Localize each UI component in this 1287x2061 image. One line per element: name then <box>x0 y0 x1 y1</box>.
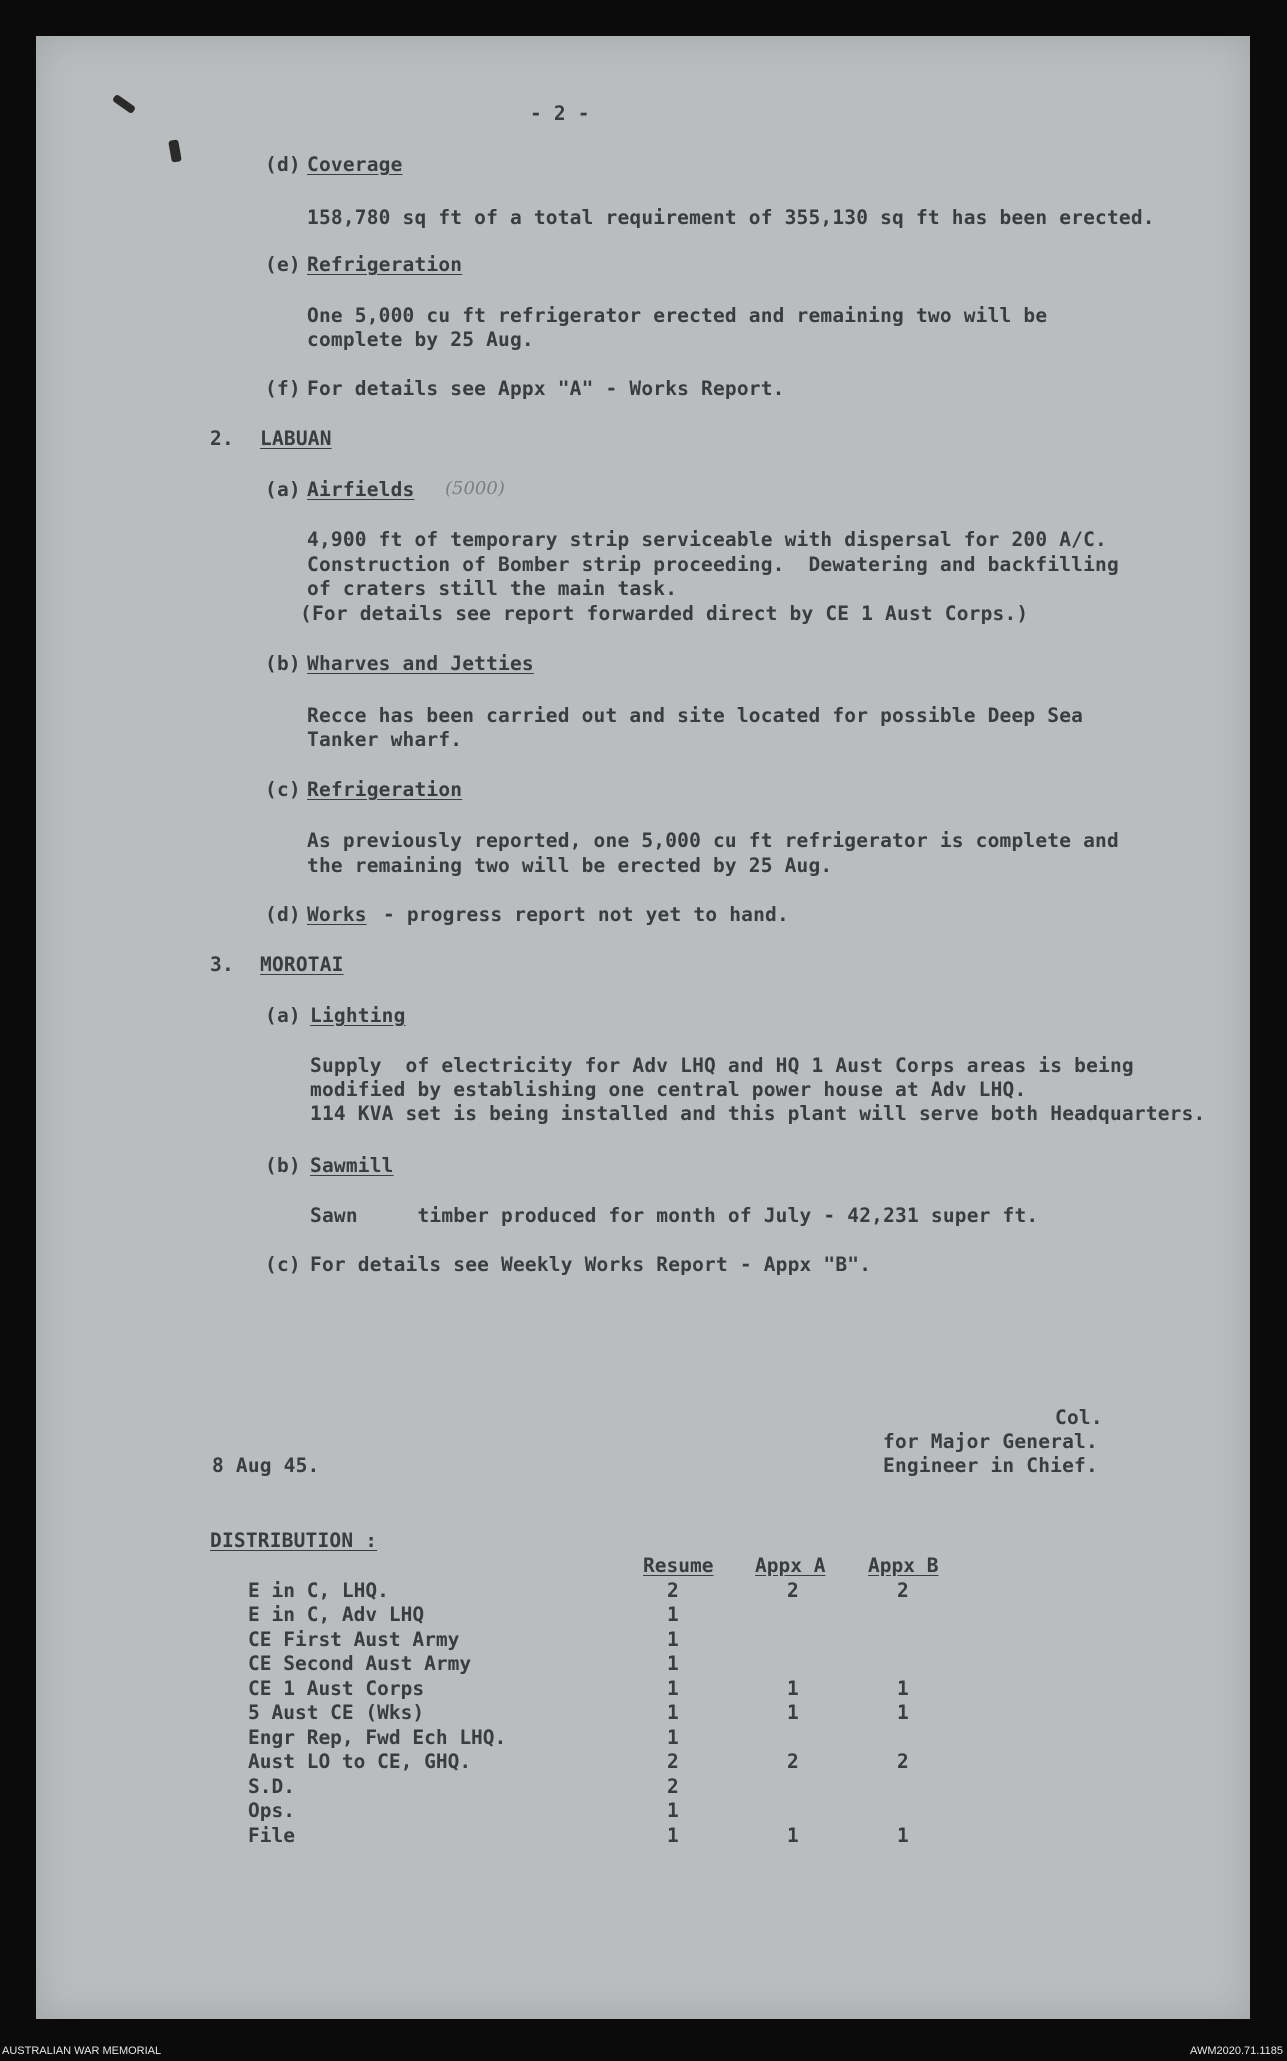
document-date: 8 Aug 45. <box>212 1454 320 1477</box>
appx-a-count <box>755 1726 868 1751</box>
item-text: 114 KVA set is being installed and this plant will serve both Headquarters. <box>310 1102 1206 1125</box>
appx-a-count <box>755 1775 868 1800</box>
item-heading: Airfields <box>307 478 415 501</box>
table-row <box>248 1824 968 1849</box>
item-label: (a) <box>265 1004 301 1027</box>
appx-b-count <box>868 1652 968 1677</box>
item-label: (b) <box>265 652 301 675</box>
recipient-name: Aust LO to CE, GHQ. <box>248 1750 472 1773</box>
section-number: 2. <box>210 427 234 450</box>
item-label: (e) <box>265 253 301 276</box>
recipient-name: Engr Rep, Fwd Ech LHQ. <box>248 1725 507 1749</box>
item-heading: Sawmill <box>310 1154 394 1177</box>
page-number: - 2 - <box>530 102 590 125</box>
footer-left: AUSTRALIAN WAR MEMORIAL <box>2 2045 162 2057</box>
table-row <box>248 1677 968 1702</box>
item-text: Supply of electricity for Adv LHQ and HQ 1 Aust Corps areas is being <box>310 1054 1134 1077</box>
section-title: LABUAN <box>260 427 332 450</box>
item-text: 158,780 sq ft of a total requirement of 355,130 sq ft has been erected. <box>307 206 1155 229</box>
column-header: Appx B <box>868 1554 939 1577</box>
table-row <box>248 1628 968 1653</box>
resume-count: 2 <box>667 1750 679 1773</box>
appx-b-count <box>868 1775 968 1800</box>
item-text: modified by establishing one central power house at Adv LHQ. <box>310 1078 1027 1101</box>
footer-right: AWM2020.71.1185 <box>1190 2045 1283 2057</box>
item-text: Tanker wharf. <box>307 728 463 751</box>
appx-b-count <box>868 1726 968 1751</box>
recipient-name: File <box>248 1823 295 1847</box>
signature-rank: Col. <box>1055 1406 1103 1429</box>
item-heading: Works <box>307 903 367 926</box>
recipient-name: Ops. <box>248 1799 295 1822</box>
resume-count: 1 <box>667 1603 679 1626</box>
table-row <box>248 1726 968 1751</box>
item-label: (d) <box>265 903 301 926</box>
table-header-row <box>248 1554 968 1579</box>
item-heading: Refrigeration <box>307 253 463 276</box>
recipient-name: CE 1 Aust Corps <box>248 1676 425 1700</box>
item-text: (For details see report forwarded direct by CE 1 Aust Corps.) <box>300 602 1029 625</box>
item-heading: Coverage <box>307 153 403 176</box>
appx-a-count <box>755 1628 868 1653</box>
item-label: (b) <box>265 1154 301 1177</box>
resume-count: 1 <box>667 1701 679 1724</box>
recipient-name: CE First Aust Army <box>248 1627 460 1651</box>
item-text: As previously reported, one 5,000 cu ft refrigerator is complete and <box>307 829 1119 852</box>
table-row <box>248 1750 968 1775</box>
item-heading: Refrigeration <box>307 778 463 801</box>
table-row <box>248 1652 968 1677</box>
table-row <box>248 1603 968 1628</box>
item-label: (c) <box>265 1253 301 1276</box>
item-label: (f) <box>265 377 301 400</box>
distribution-title: DISTRIBUTION : <box>210 1529 378 1552</box>
appx-a-count: 1 <box>787 1701 799 1724</box>
resume-count: 1 <box>667 1725 679 1749</box>
item-text: Recce has been carried out and site located for possible Deep Sea <box>307 704 1084 727</box>
appx-a-count: 1 <box>787 1676 799 1700</box>
resume-count: 1 <box>667 1799 679 1822</box>
appx-b-count: 2 <box>897 1750 909 1773</box>
table-row <box>248 1701 968 1726</box>
item-text: of craters still the main task. <box>307 577 678 600</box>
item-text: One 5,000 cu ft refrigerator erected and remaining two will be <box>307 304 1048 327</box>
item-label: (d) <box>265 153 301 176</box>
appx-b-count <box>868 1603 968 1628</box>
recipient-name: CE Second Aust Army <box>248 1652 472 1675</box>
item-heading: Wharves and Jetties <box>307 652 534 675</box>
resume-count: 1 <box>667 1676 679 1700</box>
item-text: Sawn timber produced for month of July - 42,231 super ft. <box>310 1204 1039 1227</box>
appx-b-count: 1 <box>897 1676 909 1700</box>
item-text: For details see Appx "A" - Works Report. <box>307 377 785 400</box>
appx-b-count: 2 <box>897 1578 909 1602</box>
item-label: (c) <box>265 778 301 801</box>
signature-line: Engineer in Chief. <box>883 1454 1098 1477</box>
recipient-name: E in C, Adv LHQ <box>248 1603 425 1626</box>
appx-a-count: 1 <box>787 1823 799 1847</box>
recipient-name: S.D. <box>248 1774 295 1798</box>
item-heading: Lighting <box>310 1004 406 1027</box>
resume-count: 2 <box>667 1578 679 1602</box>
handwritten-note: (5000) <box>445 478 505 499</box>
appx-b-count: 1 <box>897 1823 909 1847</box>
item-text: complete by 25 Aug. <box>307 328 534 351</box>
item-label: (a) <box>265 478 301 501</box>
distribution-table <box>248 1554 968 1848</box>
item-text: - progress report not yet to hand. <box>371 903 789 926</box>
appx-a-count: 2 <box>787 1578 799 1602</box>
item-text: the remaining two will be erected by 25 Aug. <box>307 854 833 877</box>
item-text: For details see Weekly Works Report - Appx "B". <box>310 1253 872 1276</box>
table-row <box>248 1579 968 1604</box>
appx-a-count <box>755 1603 868 1628</box>
appx-b-count: 1 <box>897 1701 909 1724</box>
table-row <box>248 1775 968 1800</box>
appx-b-count <box>868 1628 968 1653</box>
appx-a-count <box>755 1652 868 1677</box>
table-row <box>248 1799 968 1824</box>
recipient-name: 5 Aust CE (Wks) <box>248 1701 425 1724</box>
section-title: MOROTAI <box>260 953 344 976</box>
signature-line: for Major General. <box>883 1430 1098 1453</box>
resume-count: 2 <box>667 1774 679 1798</box>
item-text: 4,900 ft of temporary strip serviceable with dispersal for 200 A/C. <box>307 528 1107 551</box>
item-text: Construction of Bomber strip proceeding. Dewatering and backfilling <box>307 553 1119 576</box>
resume-count: 1 <box>667 1652 679 1675</box>
section-number: 3. <box>210 953 234 976</box>
column-header: Resume <box>643 1554 714 1577</box>
recipient-name: E in C, LHQ. <box>248 1578 389 1602</box>
resume-count: 1 <box>667 1627 679 1651</box>
appx-b-count <box>868 1799 968 1824</box>
appx-a-count: 2 <box>787 1750 799 1773</box>
column-header: Appx A <box>755 1554 826 1577</box>
appx-a-count <box>755 1799 868 1824</box>
resume-count: 1 <box>667 1823 679 1847</box>
